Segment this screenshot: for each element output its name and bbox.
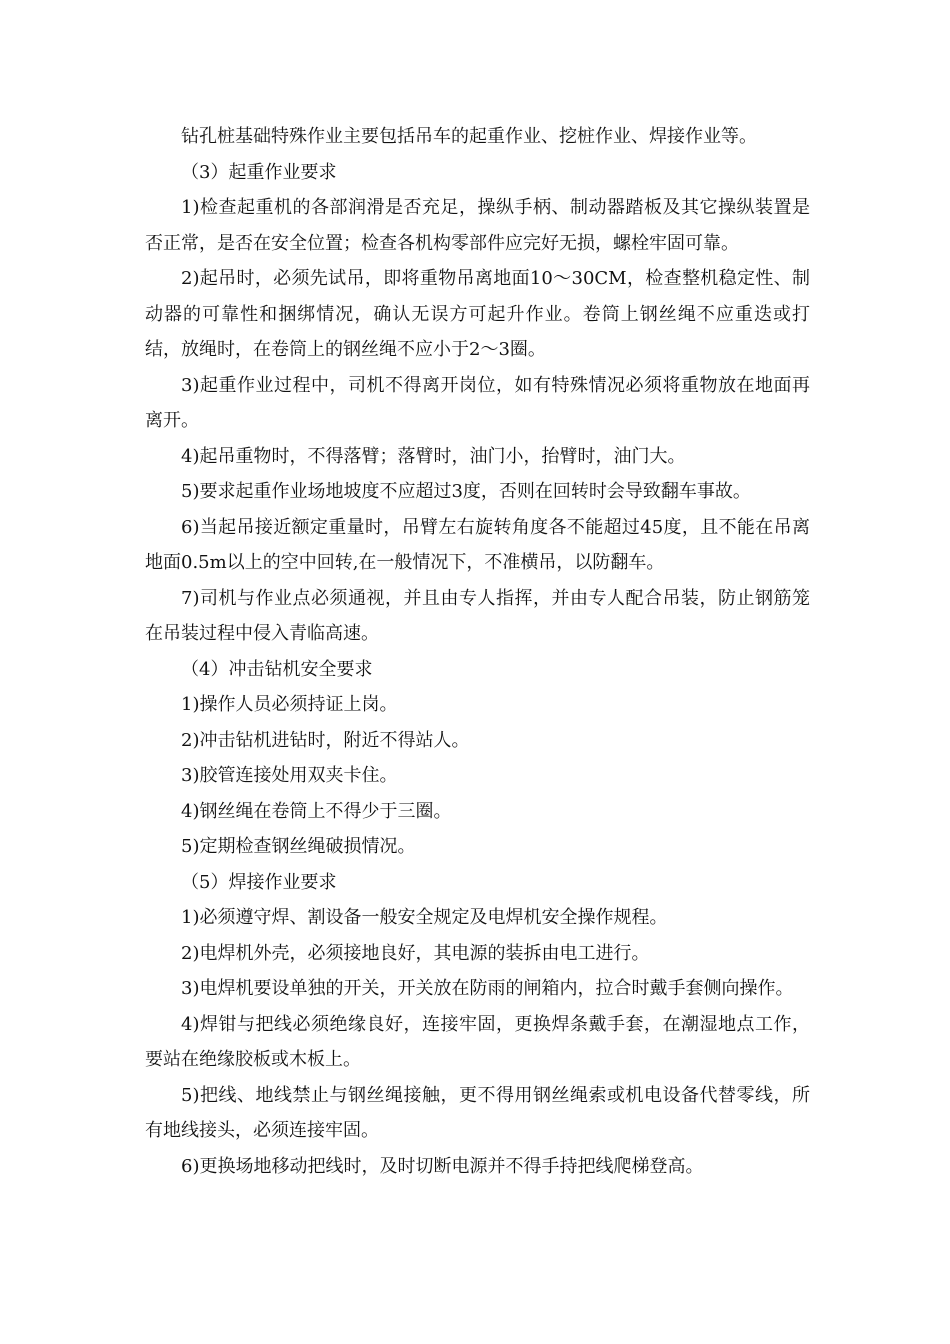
drill-item-3: 3)胶管连接处用双夹卡住。 — [181, 765, 398, 786]
drill-item-1: 1)操作人员必须持证上岗。 — [181, 694, 398, 715]
welding-item-6: 6)更换场地移动把线时，及时切断电源并不得手持把线爬梯登高。 — [181, 1155, 704, 1177]
drill-item-2: 2)冲击钻机进钻时，附近不得站人。 — [181, 729, 470, 751]
section-heading-drill: （4）冲击钻机安全要求 — [181, 658, 373, 680]
welding-item-1: 1)必须遵守焊、割设备一般安全规定及电焊机安全操作规程。 — [181, 907, 668, 928]
drill-item-5: 5)定期检查钢丝绳破损情况。 — [181, 836, 416, 857]
document-body — [145, 119, 810, 1184]
welding-item-4: 4)焊钳与把线必须绝缘良好，连接牢固，更换焊条戴手套，在潮湿地点工作，要站在绝缘胶板或木板上。 — [145, 1013, 810, 1070]
welding-item-5: 5)把线、地线禁止与钢丝绳接触，更不得用钢丝绳索或机电设备代替零线，所有地线接头，必须连接牢固。 — [145, 1084, 810, 1141]
lifting-item-1: 1)检查起重机的各部润滑是否充足，操纵手柄、制动器踏板及其它操纵装置是否正常，是否在安全位置；检查各机构零部件应完好无损，螺栓牢固可靠。 — [145, 197, 810, 254]
lifting-item-3: 3)起重作业过程中，司机不得离开岗位，如有特殊情况必须将重物放在地面再离开。 — [145, 374, 810, 431]
section-heading-welding: （5）焊接作业要求 — [181, 871, 337, 893]
lifting-item-6: 6)当起吊接近额定重量时，吊臂左右旋转角度各不能超过45度，且不能在吊离地面0.5m以上的空中回转,在一般情况下，不准横吊，以防翻车。 — [145, 516, 810, 573]
section-heading-lifting: （3）起重作业要求 — [181, 161, 337, 183]
lifting-item-4: 4)起吊重物时，不得落臂；落臂时，油门小，抬臂时，油门大。 — [181, 445, 686, 467]
lifting-item-5: 5)要求起重作业场地坡度不应超过3度，否则在回转时会导致翻车事故。 — [181, 481, 751, 502]
drill-item-4: 4)钢丝绳在卷筒上不得少于三圈。 — [181, 800, 452, 822]
lifting-item-2: 2)起吊时，必须先试吊，即将重物吊离地面10～30CM，检查整机稳定性、制动器的可靠性和捆绑情况，确认无误方可起升作业。卷筒上钢丝绳不应重迭或打结，放绳时，在卷筒上的钢丝绳不应小于2～3圈。 — [145, 268, 810, 360]
intro-paragraph: 钻孔桩基础特殊作业主要包括吊车的起重作业、挖桩作业、焊接作业等。 — [181, 126, 757, 147]
welding-item-3: 3)电焊机要设单独的开关，开关放在防雨的闸箱内，拉合时戴手套侧向操作。 — [181, 978, 794, 999]
welding-item-2: 2)电焊机外壳，必须接地良好，其电源的装拆由电工进行。 — [181, 942, 650, 964]
lifting-item-7: 7)司机与作业点必须通视，并且由专人指挥，并由专人配合吊装，防止钢筋笼在吊装过程中侵入青临高速。 — [145, 587, 810, 644]
